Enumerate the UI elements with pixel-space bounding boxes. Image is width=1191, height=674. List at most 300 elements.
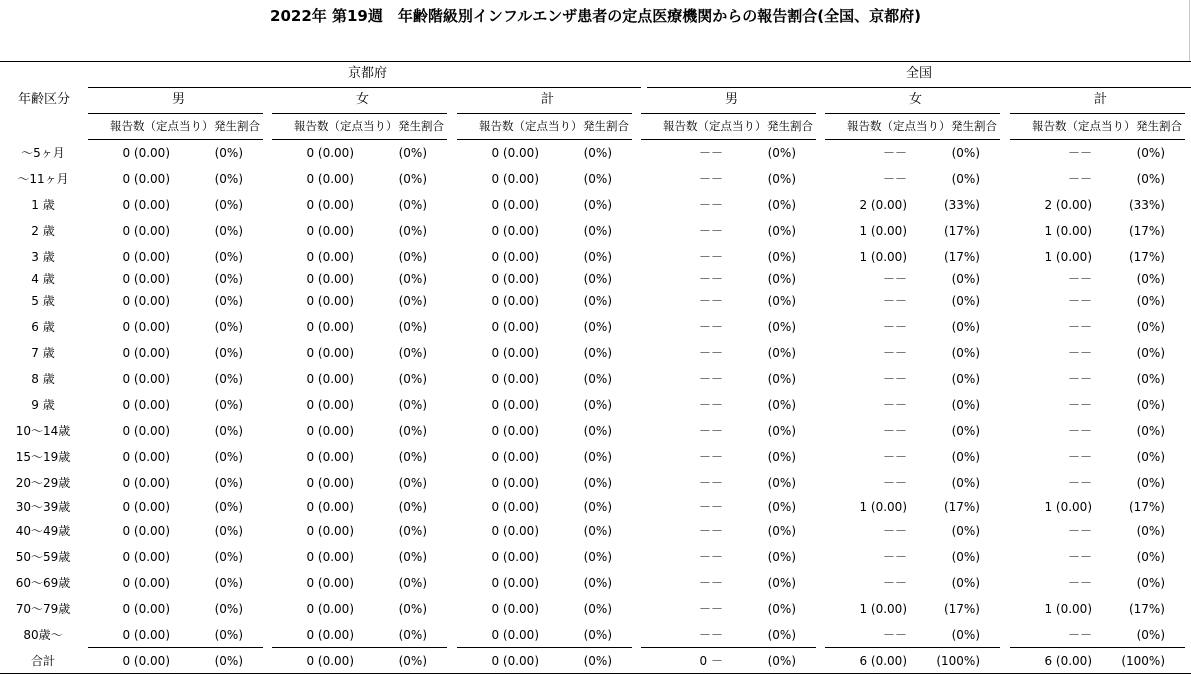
age-label: 9 歳	[31, 398, 55, 412]
age-label: 20〜29歳	[15, 476, 71, 490]
age-label: 40〜49歳	[15, 524, 71, 538]
frame-edge	[1189, 0, 1190, 62]
age-label: 50〜59歳	[15, 550, 71, 564]
report-count-cell: －－	[1067, 320, 1092, 334]
rate-cell: (0%)	[767, 576, 796, 590]
rate-cell: (0%)	[583, 602, 612, 616]
rate-cell: (0%)	[583, 476, 612, 490]
sex-header: 男	[724, 92, 738, 107]
rate-cell: (0%)	[214, 476, 243, 490]
report-count-cell: 0 (0.00)	[491, 550, 539, 564]
age-label: 8 歳	[31, 372, 55, 386]
rate-cell: (0%)	[583, 294, 612, 308]
rate-cell: (0%)	[583, 346, 612, 360]
report-count-header: 報告数（定点当り）	[294, 119, 398, 133]
rate-cell: (0%)	[583, 450, 612, 464]
rate-cell: (0%)	[767, 424, 796, 438]
report-count-cell: 0 (0.00)	[122, 500, 170, 514]
rate-cell: (0%)	[1136, 372, 1165, 386]
sex-rule	[88, 113, 263, 114]
report-count-cell: 0 (0.00)	[122, 372, 170, 386]
rate-cell: (0%)	[951, 398, 980, 412]
rate-cell: (0%)	[214, 424, 243, 438]
age-label: 6 歳	[31, 320, 55, 334]
group-header-kyoto: 京都府	[347, 66, 387, 81]
report-count-cell: －－	[1067, 272, 1092, 286]
report-count-cell: 0 (0.00)	[122, 450, 170, 464]
report-count-cell: 0 (0.00)	[306, 424, 354, 438]
rate-cell: (0%)	[767, 146, 796, 160]
rate-cell: (0%)	[214, 524, 243, 538]
report-count-cell: －－	[698, 576, 723, 590]
total-rule	[272, 647, 447, 648]
report-count-cell: 0 (0.00)	[122, 198, 170, 212]
report-count-cell: 0 (0.00)	[306, 576, 354, 590]
rate-cell: (17%)	[1128, 250, 1165, 264]
rate-header: 発生割合	[398, 119, 444, 133]
report-count-cell: 1 (0.00)	[1044, 602, 1092, 616]
rate-cell: (0%)	[398, 524, 427, 538]
report-count-cell: 0 (0.00)	[491, 450, 539, 464]
report-count-cell: －－	[698, 346, 723, 360]
rate-header: 発生割合	[767, 119, 813, 133]
report-count-cell: 0 (0.00)	[306, 172, 354, 186]
report-count-cell: 0 (0.00)	[122, 294, 170, 308]
rate-cell: (0%)	[398, 500, 427, 514]
age-label: 30〜39歳	[15, 500, 71, 514]
report-count-cell: －－	[698, 398, 723, 412]
report-count-cell: －－	[1067, 424, 1092, 438]
report-count-cell: 0 (0.00)	[491, 476, 539, 490]
report-count-cell: 0 (0.00)	[306, 346, 354, 360]
rate-cell: (0%)	[398, 272, 427, 286]
report-count-cell: －－	[1067, 576, 1092, 590]
group-header-national: 全国	[905, 66, 932, 81]
rate-cell: (0%)	[214, 372, 243, 386]
rate-cell: (0%)	[583, 198, 612, 212]
report-count-header: 報告数（定点当り）	[479, 119, 583, 133]
report-count-header: 報告数（定点当り）	[847, 119, 951, 133]
report-count-cell: 0 (0.00)	[491, 602, 539, 616]
rate-cell: (0%)	[1136, 476, 1165, 490]
sub-rule	[88, 139, 263, 140]
report-count-cell: －－	[698, 602, 723, 616]
report-count-cell: －－	[698, 172, 723, 186]
report-count-cell: －－	[698, 146, 723, 160]
report-count-cell: －－	[882, 576, 907, 590]
report-count-cell: 0 (0.00)	[491, 250, 539, 264]
report-count-cell: 0 (0.00)	[306, 146, 354, 160]
rate-cell: (0%)	[583, 550, 612, 564]
report-count-cell: 0 (0.00)	[122, 550, 170, 564]
rate-cell: (0%)	[951, 172, 980, 186]
rate-cell: (0%)	[214, 450, 243, 464]
rate-cell: (17%)	[943, 500, 980, 514]
sub-rule	[457, 139, 632, 140]
rate-cell: (0%)	[398, 320, 427, 334]
age-label: 70〜79歳	[15, 602, 71, 616]
report-count-cell: 0 (0.00)	[491, 500, 539, 514]
report-count-cell: －－	[882, 476, 907, 490]
age-label: 5 歳	[31, 294, 55, 308]
rate-cell: (0%)	[951, 628, 980, 642]
report-count-cell: －－	[882, 346, 907, 360]
rate-cell: (0%)	[1136, 320, 1165, 334]
rate-cell: (0%)	[951, 476, 980, 490]
report-count-cell: 0 (0.00)	[122, 576, 170, 590]
report-count-cell: 2 (0.00)	[1044, 198, 1092, 212]
rate-cell: (0%)	[767, 398, 796, 412]
report-count-cell: －－	[1067, 476, 1092, 490]
report-count-cell: －－	[1067, 372, 1092, 386]
rate-cell: (0%)	[214, 198, 243, 212]
rate-cell: (0%)	[398, 224, 427, 238]
report-count-cell: －－	[882, 450, 907, 464]
rate-cell: (0%)	[1136, 294, 1165, 308]
report-count-cell: 0 (0.00)	[122, 524, 170, 538]
report-count-cell: 0 (0.00)	[491, 320, 539, 334]
sex-header: 計	[1093, 92, 1107, 107]
rate-cell: (0%)	[398, 146, 427, 160]
rate-cell: (0%)	[951, 450, 980, 464]
report-count-cell: －－	[882, 628, 907, 642]
rate-cell: (0%)	[214, 550, 243, 564]
rate-cell: (0%)	[583, 272, 612, 286]
report-count-cell: －－	[698, 250, 723, 264]
rate-cell: (0%)	[583, 320, 612, 334]
report-count-cell: 0 (0.00)	[122, 172, 170, 186]
rate-cell: (0%)	[398, 450, 427, 464]
rate-cell: (0%)	[398, 172, 427, 186]
rate-cell: (0%)	[767, 224, 796, 238]
rate-cell: (17%)	[1128, 500, 1165, 514]
report-count-cell: 0 (0.00)	[491, 524, 539, 538]
report-count-cell: 0 (0.00)	[122, 424, 170, 438]
report-count-cell: 0 (0.00)	[122, 654, 170, 668]
rate-cell: (0%)	[767, 602, 796, 616]
report-count-cell: －－	[698, 450, 723, 464]
rate-cell: (0%)	[951, 550, 980, 564]
report-count-cell: －－	[1067, 550, 1092, 564]
rate-cell: (17%)	[943, 224, 980, 238]
rate-cell: (0%)	[214, 576, 243, 590]
report-count-cell: 0 (0.00)	[491, 224, 539, 238]
rate-cell: (0%)	[767, 524, 796, 538]
report-count-cell: 0 (0.00)	[491, 372, 539, 386]
report-count-cell: 1 (0.00)	[859, 250, 907, 264]
rate-cell: (0%)	[214, 602, 243, 616]
rate-cell: (0%)	[951, 320, 980, 334]
rate-cell: (0%)	[767, 654, 796, 668]
age-label: 15〜19歳	[15, 450, 71, 464]
report-count-cell: －－	[1067, 628, 1092, 642]
report-count-cell: 0 (0.00)	[306, 628, 354, 642]
rate-header: 発生割合	[214, 119, 260, 133]
report-count-cell: －－	[882, 398, 907, 412]
age-column-header: 年齢区分	[17, 92, 70, 107]
rate-cell: (0%)	[398, 250, 427, 264]
report-count-cell: 0 (0.00)	[122, 272, 170, 286]
rate-cell: (0%)	[951, 294, 980, 308]
rate-cell: (0%)	[767, 250, 796, 264]
rate-cell: (100%)	[1121, 654, 1165, 668]
total-label: 合計	[30, 654, 55, 668]
rate-cell: (0%)	[951, 524, 980, 538]
rate-cell: (0%)	[583, 224, 612, 238]
rate-cell: (0%)	[1136, 628, 1165, 642]
rate-cell: (0%)	[1136, 550, 1165, 564]
rate-cell: (0%)	[583, 424, 612, 438]
rate-cell: (0%)	[583, 500, 612, 514]
rate-cell: (0%)	[398, 550, 427, 564]
page-title: 2022年 第19週 年齢階級別インフルエンザ患者の定点医療機関からの報告割合(全国、京都府)	[270, 7, 921, 25]
rate-cell: (0%)	[214, 146, 243, 160]
report-count-cell: 0 (0.00)	[122, 146, 170, 160]
rate-cell: (0%)	[583, 372, 612, 386]
report-count-cell: 0 (0.00)	[306, 476, 354, 490]
rate-cell: (0%)	[214, 272, 243, 286]
report-count-cell: 0 (0.00)	[306, 654, 354, 668]
rate-cell: (0%)	[583, 524, 612, 538]
total-rule	[641, 647, 816, 648]
rate-cell: (0%)	[767, 346, 796, 360]
rate-cell: (0%)	[767, 450, 796, 464]
rate-header: 発生割合	[951, 119, 997, 133]
report-count-cell: 0 (0.00)	[491, 198, 539, 212]
rate-cell: (33%)	[943, 198, 980, 212]
rate-cell: (0%)	[767, 320, 796, 334]
rate-cell: (0%)	[767, 272, 796, 286]
rate-cell: (0%)	[398, 576, 427, 590]
report-count-cell: －－	[882, 372, 907, 386]
rate-cell: (0%)	[398, 476, 427, 490]
report-count-cell: －－	[698, 550, 723, 564]
age-label: 〜5ヶ月	[21, 146, 65, 160]
report-count-cell: 0 (0.00)	[122, 628, 170, 642]
report-count-cell: 1 (0.00)	[1044, 224, 1092, 238]
rate-cell: (0%)	[398, 372, 427, 386]
rate-cell: (0%)	[398, 398, 427, 412]
report-count-cell: －－	[698, 320, 723, 334]
report-count-cell: －－	[698, 372, 723, 386]
report-count-cell: 0 (0.00)	[491, 172, 539, 186]
report-count-cell: 0 (0.00)	[122, 346, 170, 360]
report-count-cell: －－	[698, 198, 723, 212]
report-count-cell: 1 (0.00)	[859, 500, 907, 514]
total-rule	[88, 647, 263, 648]
rate-header: 発生割合	[583, 119, 629, 133]
report-count-header: 報告数（定点当り）	[1032, 119, 1136, 133]
report-count-cell: －－	[882, 146, 907, 160]
sex-header: 男	[171, 92, 185, 107]
rate-cell: (0%)	[398, 346, 427, 360]
sub-rule	[641, 139, 816, 140]
rate-cell: (0%)	[951, 346, 980, 360]
report-count-cell: －－	[698, 424, 723, 438]
report-count-cell: －－	[1067, 346, 1092, 360]
report-count-cell: 0 (0.00)	[306, 500, 354, 514]
report-count-cell: －－	[1067, 172, 1092, 186]
rate-cell: (0%)	[951, 576, 980, 590]
sex-header: 女	[908, 92, 922, 107]
report-count-cell: 0 (0.00)	[306, 320, 354, 334]
rate-cell: (0%)	[951, 372, 980, 386]
report-count-cell: 0 (0.00)	[306, 602, 354, 616]
rate-cell: (0%)	[951, 146, 980, 160]
rate-cell: (0%)	[767, 500, 796, 514]
rate-cell: (0%)	[767, 628, 796, 642]
rate-cell: (0%)	[1136, 398, 1165, 412]
sub-rule	[1010, 139, 1185, 140]
report-count-cell: 0 (0.00)	[491, 628, 539, 642]
report-count-cell: 0 (0.00)	[491, 146, 539, 160]
report-count-cell: －－	[882, 524, 907, 538]
report-count-cell: 0 (0.00)	[306, 272, 354, 286]
report-count-cell: 0 (0.00)	[306, 198, 354, 212]
rate-cell: (0%)	[1136, 524, 1165, 538]
rate-cell: (0%)	[583, 628, 612, 642]
report-count-header: 報告数（定点当り）	[663, 119, 767, 133]
report-count-cell: 6 (0.00)	[1044, 654, 1092, 668]
rate-cell: (0%)	[1136, 272, 1165, 286]
report-count-cell: －－	[698, 224, 723, 238]
age-label: 〜11ヶ月	[17, 172, 69, 186]
sub-rule	[272, 139, 447, 140]
rate-cell: (0%)	[1136, 576, 1165, 590]
sex-rule	[1010, 113, 1185, 114]
total-rule	[825, 647, 1000, 648]
rate-cell: (0%)	[398, 628, 427, 642]
report-count-cell: 0 (0.00)	[306, 294, 354, 308]
rate-cell: (0%)	[767, 198, 796, 212]
group-rule-national	[647, 87, 1191, 88]
rate-cell: (0%)	[1136, 450, 1165, 464]
report-count-cell: 0 －	[699, 654, 723, 668]
rate-cell: (0%)	[767, 294, 796, 308]
age-label: 1 歳	[31, 198, 55, 212]
rate-cell: (0%)	[214, 346, 243, 360]
report-count-cell: 0 (0.00)	[306, 250, 354, 264]
report-count-cell: 0 (0.00)	[491, 294, 539, 308]
report-count-cell: －－	[1067, 524, 1092, 538]
rate-cell: (0%)	[767, 372, 796, 386]
report-count-cell: －－	[882, 172, 907, 186]
rate-cell: (0%)	[398, 294, 427, 308]
report-count-cell: －－	[882, 294, 907, 308]
report-count-cell: －－	[882, 550, 907, 564]
report-count-cell: 6 (0.00)	[859, 654, 907, 668]
rate-cell: (0%)	[583, 172, 612, 186]
rate-cell: (0%)	[398, 424, 427, 438]
report-count-cell: －－	[882, 272, 907, 286]
sex-header: 女	[355, 92, 369, 107]
sex-rule	[641, 113, 816, 114]
group-rule-kyoto	[88, 87, 641, 88]
rate-cell: (0%)	[214, 250, 243, 264]
rate-cell: (33%)	[1128, 198, 1165, 212]
rate-cell: (0%)	[214, 294, 243, 308]
age-label: 10〜14歳	[15, 424, 71, 438]
report-count-cell: －－	[1067, 450, 1092, 464]
age-label: 3 歳	[31, 250, 55, 264]
report-count-cell: 1 (0.00)	[859, 602, 907, 616]
rate-cell: (0%)	[214, 320, 243, 334]
rate-cell: (17%)	[943, 250, 980, 264]
report-count-cell: 0 (0.00)	[122, 476, 170, 490]
report-count-cell: 0 (0.00)	[306, 372, 354, 386]
report-count-cell: －－	[698, 500, 723, 514]
sex-header: 計	[540, 92, 554, 107]
rate-header: 発生割合	[1136, 119, 1182, 133]
total-rule	[457, 647, 632, 648]
report-count-cell: 0 (0.00)	[306, 450, 354, 464]
report-count-cell: 0 (0.00)	[122, 320, 170, 334]
report-count-cell: 2 (0.00)	[859, 198, 907, 212]
report-count-cell: 0 (0.00)	[491, 398, 539, 412]
report-count-cell: 1 (0.00)	[859, 224, 907, 238]
report-count-cell: 0 (0.00)	[306, 224, 354, 238]
rate-cell: (0%)	[1136, 146, 1165, 160]
rate-cell: (0%)	[214, 172, 243, 186]
report-count-cell: 0 (0.00)	[122, 602, 170, 616]
report-count-cell: 0 (0.00)	[122, 398, 170, 412]
rate-cell: (0%)	[214, 500, 243, 514]
rate-cell: (0%)	[214, 654, 243, 668]
rate-cell: (17%)	[1128, 224, 1165, 238]
rate-cell: (0%)	[583, 146, 612, 160]
report-count-cell: －－	[882, 320, 907, 334]
report-count-cell: 0 (0.00)	[491, 654, 539, 668]
report-count-header: 報告数（定点当り）	[110, 119, 214, 133]
report-count-cell: 0 (0.00)	[306, 550, 354, 564]
rate-cell: (0%)	[1136, 346, 1165, 360]
report-count-cell: 0 (0.00)	[122, 250, 170, 264]
sex-rule	[272, 113, 447, 114]
report-count-cell: －－	[698, 628, 723, 642]
age-label: 7 歳	[31, 346, 55, 360]
rate-cell: (17%)	[1128, 602, 1165, 616]
age-label: 4 歳	[31, 272, 55, 286]
rate-cell: (100%)	[936, 654, 980, 668]
report-count-cell: －－	[698, 294, 723, 308]
age-label: 80歳〜	[23, 628, 63, 642]
rate-cell: (0%)	[1136, 424, 1165, 438]
report-count-cell: －－	[1067, 398, 1092, 412]
sub-rule	[825, 139, 1000, 140]
rate-cell: (0%)	[767, 550, 796, 564]
report-count-cell: 1 (0.00)	[1044, 250, 1092, 264]
report-count-cell: 0 (0.00)	[306, 398, 354, 412]
report-count-cell: 0 (0.00)	[491, 272, 539, 286]
report-count-cell: 0 (0.00)	[491, 576, 539, 590]
age-label: 2 歳	[31, 224, 55, 238]
rate-cell: (0%)	[951, 424, 980, 438]
report-count-cell: －－	[698, 272, 723, 286]
rate-cell: (0%)	[398, 602, 427, 616]
rate-cell: (0%)	[214, 628, 243, 642]
top-rule	[0, 61, 1191, 62]
rate-cell: (0%)	[951, 272, 980, 286]
rate-cell: (0%)	[767, 476, 796, 490]
rate-cell: (0%)	[1136, 172, 1165, 186]
report-count-cell: 0 (0.00)	[491, 424, 539, 438]
rate-cell: (0%)	[767, 172, 796, 186]
sex-rule	[825, 113, 1000, 114]
report-count-cell: －－	[698, 476, 723, 490]
rate-cell: (0%)	[398, 198, 427, 212]
total-rule	[1010, 647, 1185, 648]
rate-cell: (0%)	[398, 654, 427, 668]
